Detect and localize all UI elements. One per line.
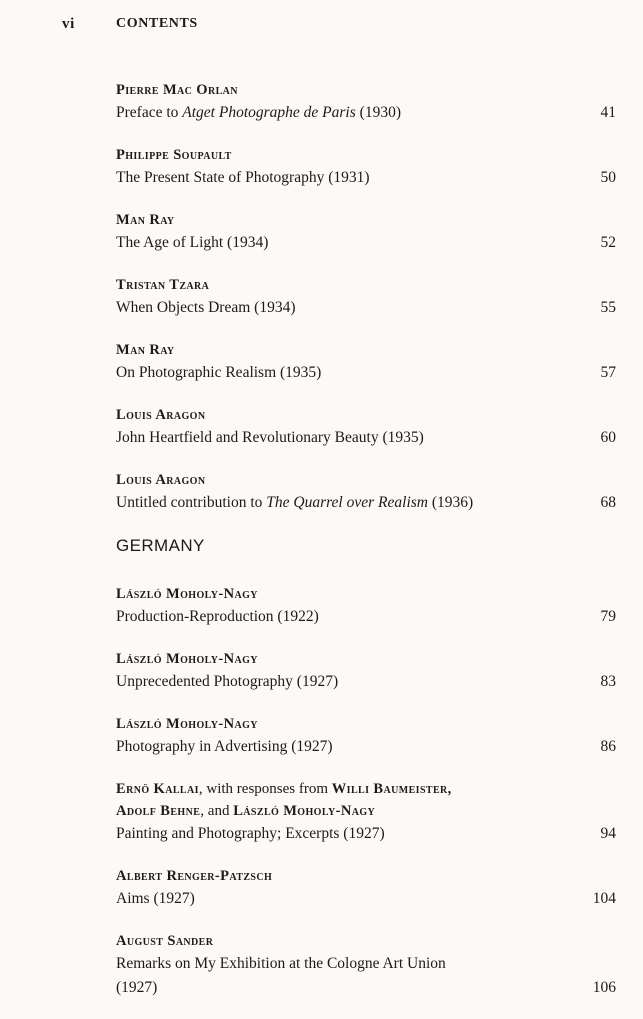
entry-author-continued: Adolf Behne, and László Moholy-Nagy bbox=[116, 803, 376, 819]
toc-entry bbox=[116, 469, 616, 515]
section-heading: GERMANY bbox=[116, 536, 205, 555]
entry-title: Preface to Atget Photographe de Paris (1930) bbox=[116, 104, 401, 121]
entry-author: Ernö Kallai, with responses from Willi Baumeister, bbox=[116, 781, 452, 797]
entry-author: Tristan Tzara bbox=[116, 277, 210, 293]
entry-author: Man Ray bbox=[116, 342, 175, 358]
entry-title: The Present State of Photography (1931) bbox=[116, 169, 370, 186]
toc-entry bbox=[116, 209, 616, 255]
entry-title: The Age of Light (1934) bbox=[116, 234, 269, 251]
entry-page-number: 68 bbox=[600, 494, 616, 511]
entry-author: Philippe Soupault bbox=[116, 147, 232, 163]
toc-entry bbox=[116, 865, 616, 911]
entry-author: August Sander bbox=[116, 933, 214, 949]
entry-author: Louis Aragon bbox=[116, 472, 206, 488]
toc-entry bbox=[116, 713, 616, 759]
entry-title: Unprecedented Photography (1927) bbox=[116, 673, 339, 690]
entry-title: On Photographic Realism (1935) bbox=[116, 364, 322, 381]
entry-author: László Moholy-Nagy bbox=[116, 586, 258, 602]
entry-page-number: 41 bbox=[600, 104, 616, 121]
entry-page-number: 106 bbox=[592, 979, 616, 996]
entry-page-number: 57 bbox=[600, 364, 616, 381]
entry-page-number: 50 bbox=[600, 169, 616, 186]
toc-entry bbox=[116, 648, 616, 694]
entry-page-number: 83 bbox=[600, 673, 616, 690]
entry-page-number: 86 bbox=[600, 738, 616, 755]
entry-title: Painting and Photography; Excerpts (1927) bbox=[116, 825, 385, 842]
entry-title: John Heartfield and Revolutionary Beauty (1935) bbox=[116, 429, 424, 446]
entry-page-number: 79 bbox=[600, 608, 616, 625]
entry-author: László Moholy-Nagy bbox=[116, 651, 258, 667]
entry-title-continued: (1927) bbox=[116, 979, 158, 996]
entry-author: Pierre Mac Orlan bbox=[116, 82, 238, 98]
entry-page-number: 60 bbox=[600, 429, 616, 446]
contents-list bbox=[116, 79, 616, 1019]
toc-entry bbox=[116, 583, 616, 629]
toc-entry bbox=[116, 404, 616, 450]
page-number: vi bbox=[62, 16, 75, 32]
entry-page-number: 55 bbox=[600, 299, 616, 316]
entry-title: Remarks on My Exhibition at the Cologne Art Union bbox=[116, 955, 446, 972]
toc-entry bbox=[116, 778, 616, 846]
toc-entry bbox=[116, 144, 616, 190]
entry-title: Production-Reproduction (1922) bbox=[116, 608, 319, 625]
entry-author: Albert Renger-Patzsch bbox=[116, 868, 273, 884]
toc-entry bbox=[116, 274, 616, 320]
entry-page-number: 94 bbox=[600, 825, 616, 842]
entry-title: Aims (1927) bbox=[116, 890, 195, 907]
toc-entry bbox=[116, 339, 616, 385]
entry-title: Photography in Advertising (1927) bbox=[116, 738, 333, 755]
toc-entry bbox=[116, 930, 616, 1000]
entry-title: When Objects Dream (1934) bbox=[116, 299, 296, 316]
entry-title: Untitled contribution to The Quarrel over Realism (1936) bbox=[116, 494, 474, 511]
entry-author: László Moholy-Nagy bbox=[116, 716, 258, 732]
entry-author: Louis Aragon bbox=[116, 407, 206, 423]
entry-page-number: 52 bbox=[600, 234, 616, 251]
toc-entry bbox=[116, 79, 616, 125]
entry-page-number: 104 bbox=[592, 890, 616, 907]
entry-author: Man Ray bbox=[116, 212, 175, 228]
running-head bbox=[62, 16, 582, 36]
running-head-title: CONTENTS bbox=[116, 16, 198, 31]
